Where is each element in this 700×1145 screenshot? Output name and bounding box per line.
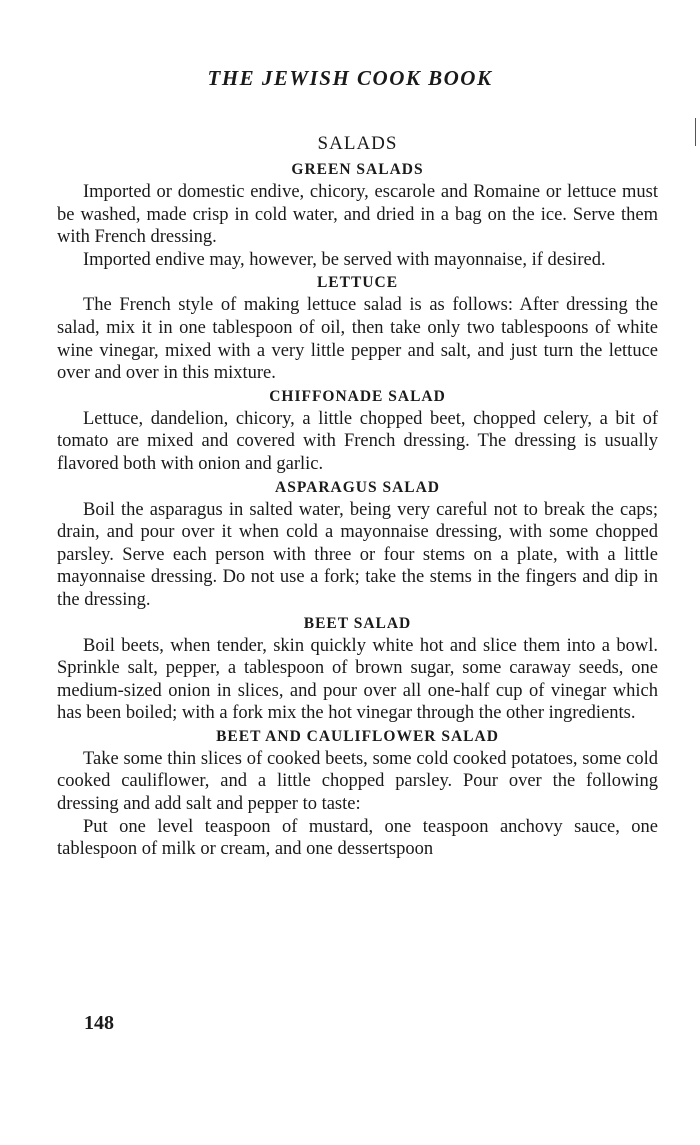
paragraph: Put one level teaspoon of mustard, one teaspoon anchovy sauce, one tablespoon of milk or cream, and one dessertspoon [57,816,658,860]
section-heading: GREEN SALADS [291,161,424,178]
section-heading: BEET SALAD [303,614,412,632]
paragraph: Imported or domestic endive, chicory, escarole and Romaine or lettuce must be washed, made crisp in cold water, and dried in a bag on the ice. Serve them with French dressing. [57,182,658,248]
section-heading: CHIFFONADE SALAD [269,387,446,405]
section-heading: ASPARAGUS SALAD [275,478,440,496]
paragraph: Lettuce, dandelion, chicory, a little chopped beet, chopped celery, a bit of tomato are mixed and covered with French dressing. The dressing is usually flavored both with onion and garlic. [57,408,658,474]
section-asparagus-salad [57,476,658,612]
paragraph: The French style of making lettuce salad is as follows: After dressing the salad, mix it in one tablespoon of oil, then take only two tablespoons of white wine vinegar, mixed with a very little pepper and salt, and just turn the lettuce over and over in this mixture. [57,295,658,384]
paragraph: Boil the asparagus in salted water, being very careful not to break the caps; drain, and pour over it when cold a mayonnaise dressing, with some chopped parsley. Serve each person with three or four stems on a plate, with a little mayonnaise dressing. Do not use a fork; take the stems in the fingers and dip in the dressing. [57,499,658,610]
page-edge-mark [695,118,696,146]
paragraph: Imported endive may, however, be served with mayonnaise, if desired. [83,249,606,270]
section-beet-salad [57,612,658,725]
paragraph: Take some thin slices of cooked beets, some cold cooked potatoes, some cold cooked cauliflower, and a little chopped parsley. Pour over the following dressing and add salt and pepper to taste: [57,748,658,815]
section-chiffonade-salad [57,385,658,476]
paragraph: Boil beets, when tender, skin quickly white hot and slice them into a bowl. Sprinkle salt, pepper, a tablespoon of brown sugar, some caraway seeds, one medium-sized onion in slices, and pour over all one-half cup of vinegar which has been boiled; with a fork mix the hot vinegar through the other ingredients. [57,635,658,724]
page-body [57,130,658,861]
section-beet-and-cauliflower-salad [57,725,658,861]
section-lettuce [57,271,658,384]
page-number: 148 [84,1012,114,1034]
section-heading: LETTUCE [316,274,399,292]
section-heading: BEET AND CAULIFLOWER SALAD [216,727,499,745]
section-green-salads [57,158,658,271]
running-title: THE JEWISH COOK BOOK [207,66,493,90]
chapter-title: SALADS [317,133,398,154]
